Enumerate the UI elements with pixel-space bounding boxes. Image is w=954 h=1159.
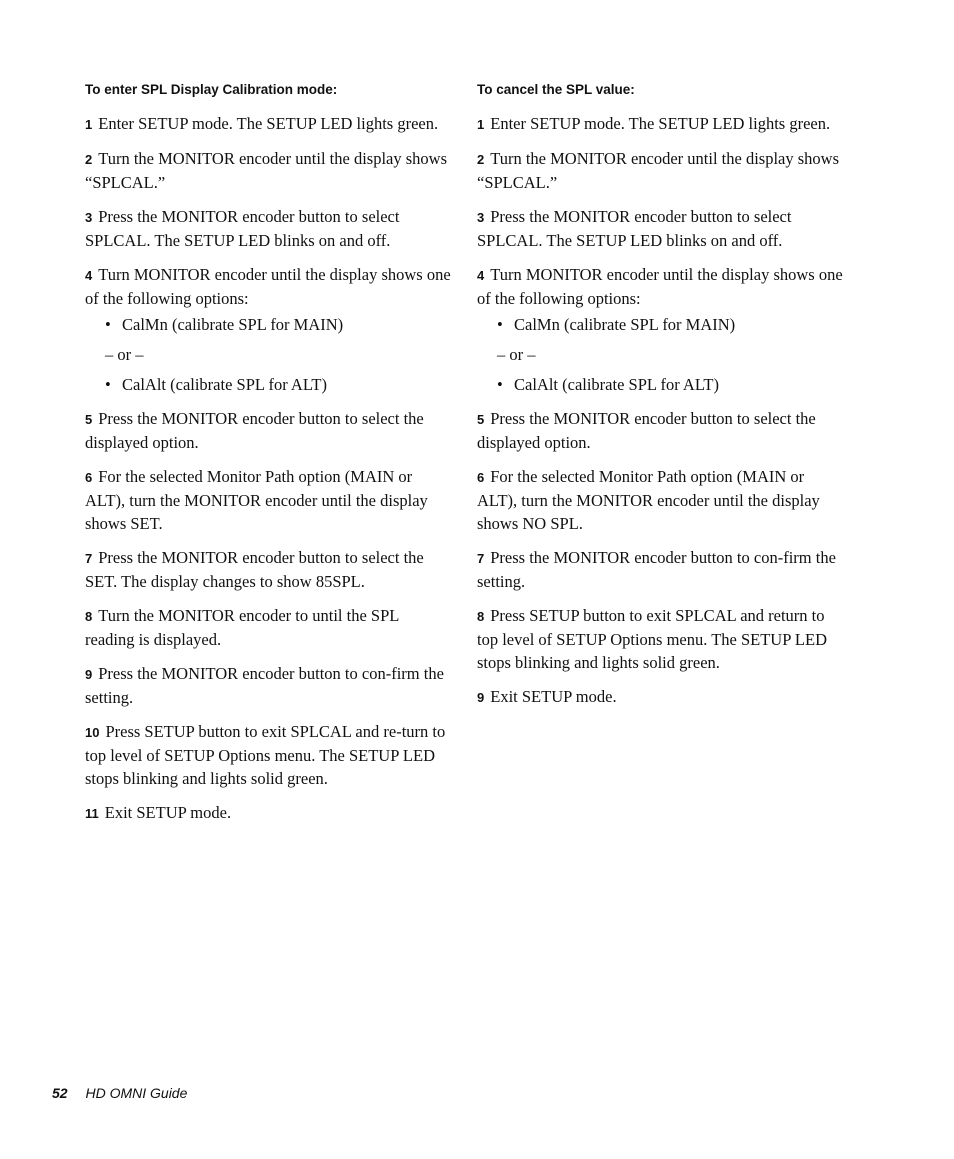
step-number: 10 [85, 725, 100, 740]
step-text: Turn MONITOR encoder until the display shows one of the following options: [85, 265, 451, 308]
left-step [85, 112, 451, 136]
right-options-list [477, 313, 843, 396]
option-separator: – or – [105, 345, 144, 364]
option-separator: – or – [497, 345, 536, 364]
step-number: 8 [477, 609, 485, 624]
step-text: Press the MONITOR encoder button to select the SET. The display changes to show 85SPL. [85, 548, 424, 591]
step-number: 2 [85, 152, 93, 167]
step-text: Press the MONITOR encoder button to select SPLCAL. The SETUP LED blinks on and off. [477, 207, 792, 250]
step-text: For the selected Monitor Path option (MAIN or ALT), turn the MONITOR encoder until the display shows SET. [85, 467, 428, 533]
right-step [477, 465, 843, 535]
option-calmn: • CalMn (calibrate SPL for MAIN) [85, 313, 451, 336]
left-step [85, 465, 451, 535]
right-column [477, 80, 843, 720]
right-step [477, 604, 843, 674]
step-number: 11 [85, 806, 99, 821]
right-step [477, 147, 843, 194]
guide-title: HD OMNI Guide [85, 1085, 188, 1101]
option-calalt: • CalAlt (calibrate SPL for ALT) [477, 373, 843, 396]
right-step [477, 546, 843, 593]
step-number: 6 [85, 470, 93, 485]
left-step [85, 720, 451, 790]
left-step [85, 205, 451, 252]
right-procedure-heading: To cancel the SPL value: [477, 82, 635, 97]
left-step [85, 546, 451, 593]
step-text: Press the MONITOR encoder button to con-firm the setting. [477, 548, 836, 591]
step-number: 1 [85, 117, 93, 132]
right-step [477, 205, 843, 252]
right-step [477, 263, 843, 396]
step-text: Press the MONITOR encoder button to con-firm the setting. [85, 664, 444, 707]
left-step [85, 147, 451, 194]
right-step [477, 407, 843, 454]
step-text: Exit SETUP mode. [490, 687, 617, 706]
left-step [85, 801, 451, 825]
step-number: 6 [477, 470, 485, 485]
page-footer [52, 1085, 187, 1101]
option-calalt: • CalAlt (calibrate SPL for ALT) [85, 373, 451, 396]
left-step [85, 407, 451, 454]
step-text: Exit SETUP mode. [104, 803, 232, 822]
step-text: Enter SETUP mode. The SETUP LED lights green. [98, 114, 439, 133]
step-text: Turn MONITOR encoder until the display shows one of the following options: [477, 265, 843, 308]
step-text: Turn the MONITOR encoder to until the SPL reading is displayed. [85, 606, 399, 649]
right-step [477, 112, 843, 136]
step-number: 7 [477, 551, 485, 566]
step-number: 7 [85, 551, 93, 566]
step-number: 3 [85, 210, 93, 225]
left-column [85, 80, 451, 836]
step-number: 2 [477, 152, 485, 167]
step-text: Press SETUP button to exit SPLCAL and return to top level of SETUP Options menu. The SETUP LED stops blinking and lights solid green. [477, 606, 827, 672]
step-number: 9 [477, 690, 485, 705]
right-step [477, 685, 843, 709]
step-number: 5 [477, 412, 485, 427]
step-number: 9 [85, 667, 93, 682]
step-text: Turn the MONITOR encoder until the display shows “SPLCAL.” [85, 149, 448, 192]
option-calmn: • CalMn (calibrate SPL for MAIN) [477, 313, 843, 336]
step-number: 4 [477, 268, 485, 283]
left-step [85, 604, 451, 651]
step-text: Turn the MONITOR encoder until the display shows “SPLCAL.” [477, 149, 840, 192]
step-text: For the selected Monitor Path option (MAIN or ALT), turn the MONITOR encoder until the display shows NO SPL. [477, 467, 820, 533]
step-text: Press the MONITOR encoder button to select the displayed option. [477, 409, 816, 452]
step-number: 1 [477, 117, 485, 132]
step-number: 3 [477, 210, 485, 225]
step-text: Press SETUP button to exit SPLCAL and re-turn to top level of SETUP Options menu. The SETUP LED stops blinking and lights solid green. [85, 722, 446, 788]
left-procedure-heading: To enter SPL Display Calibration mode: [85, 82, 338, 97]
left-options-list [85, 313, 451, 396]
step-number: 4 [85, 268, 93, 283]
left-step [85, 662, 451, 709]
step-text: Press the MONITOR encoder button to select SPLCAL. The SETUP LED blinks on and off. [85, 207, 400, 250]
step-number: 5 [85, 412, 93, 427]
step-number: 8 [85, 609, 93, 624]
step-text: Press the MONITOR encoder button to select the displayed option. [85, 409, 424, 452]
step-text: Enter SETUP mode. The SETUP LED lights green. [490, 114, 831, 133]
left-step [85, 263, 451, 396]
page-number: 52 [52, 1085, 68, 1101]
